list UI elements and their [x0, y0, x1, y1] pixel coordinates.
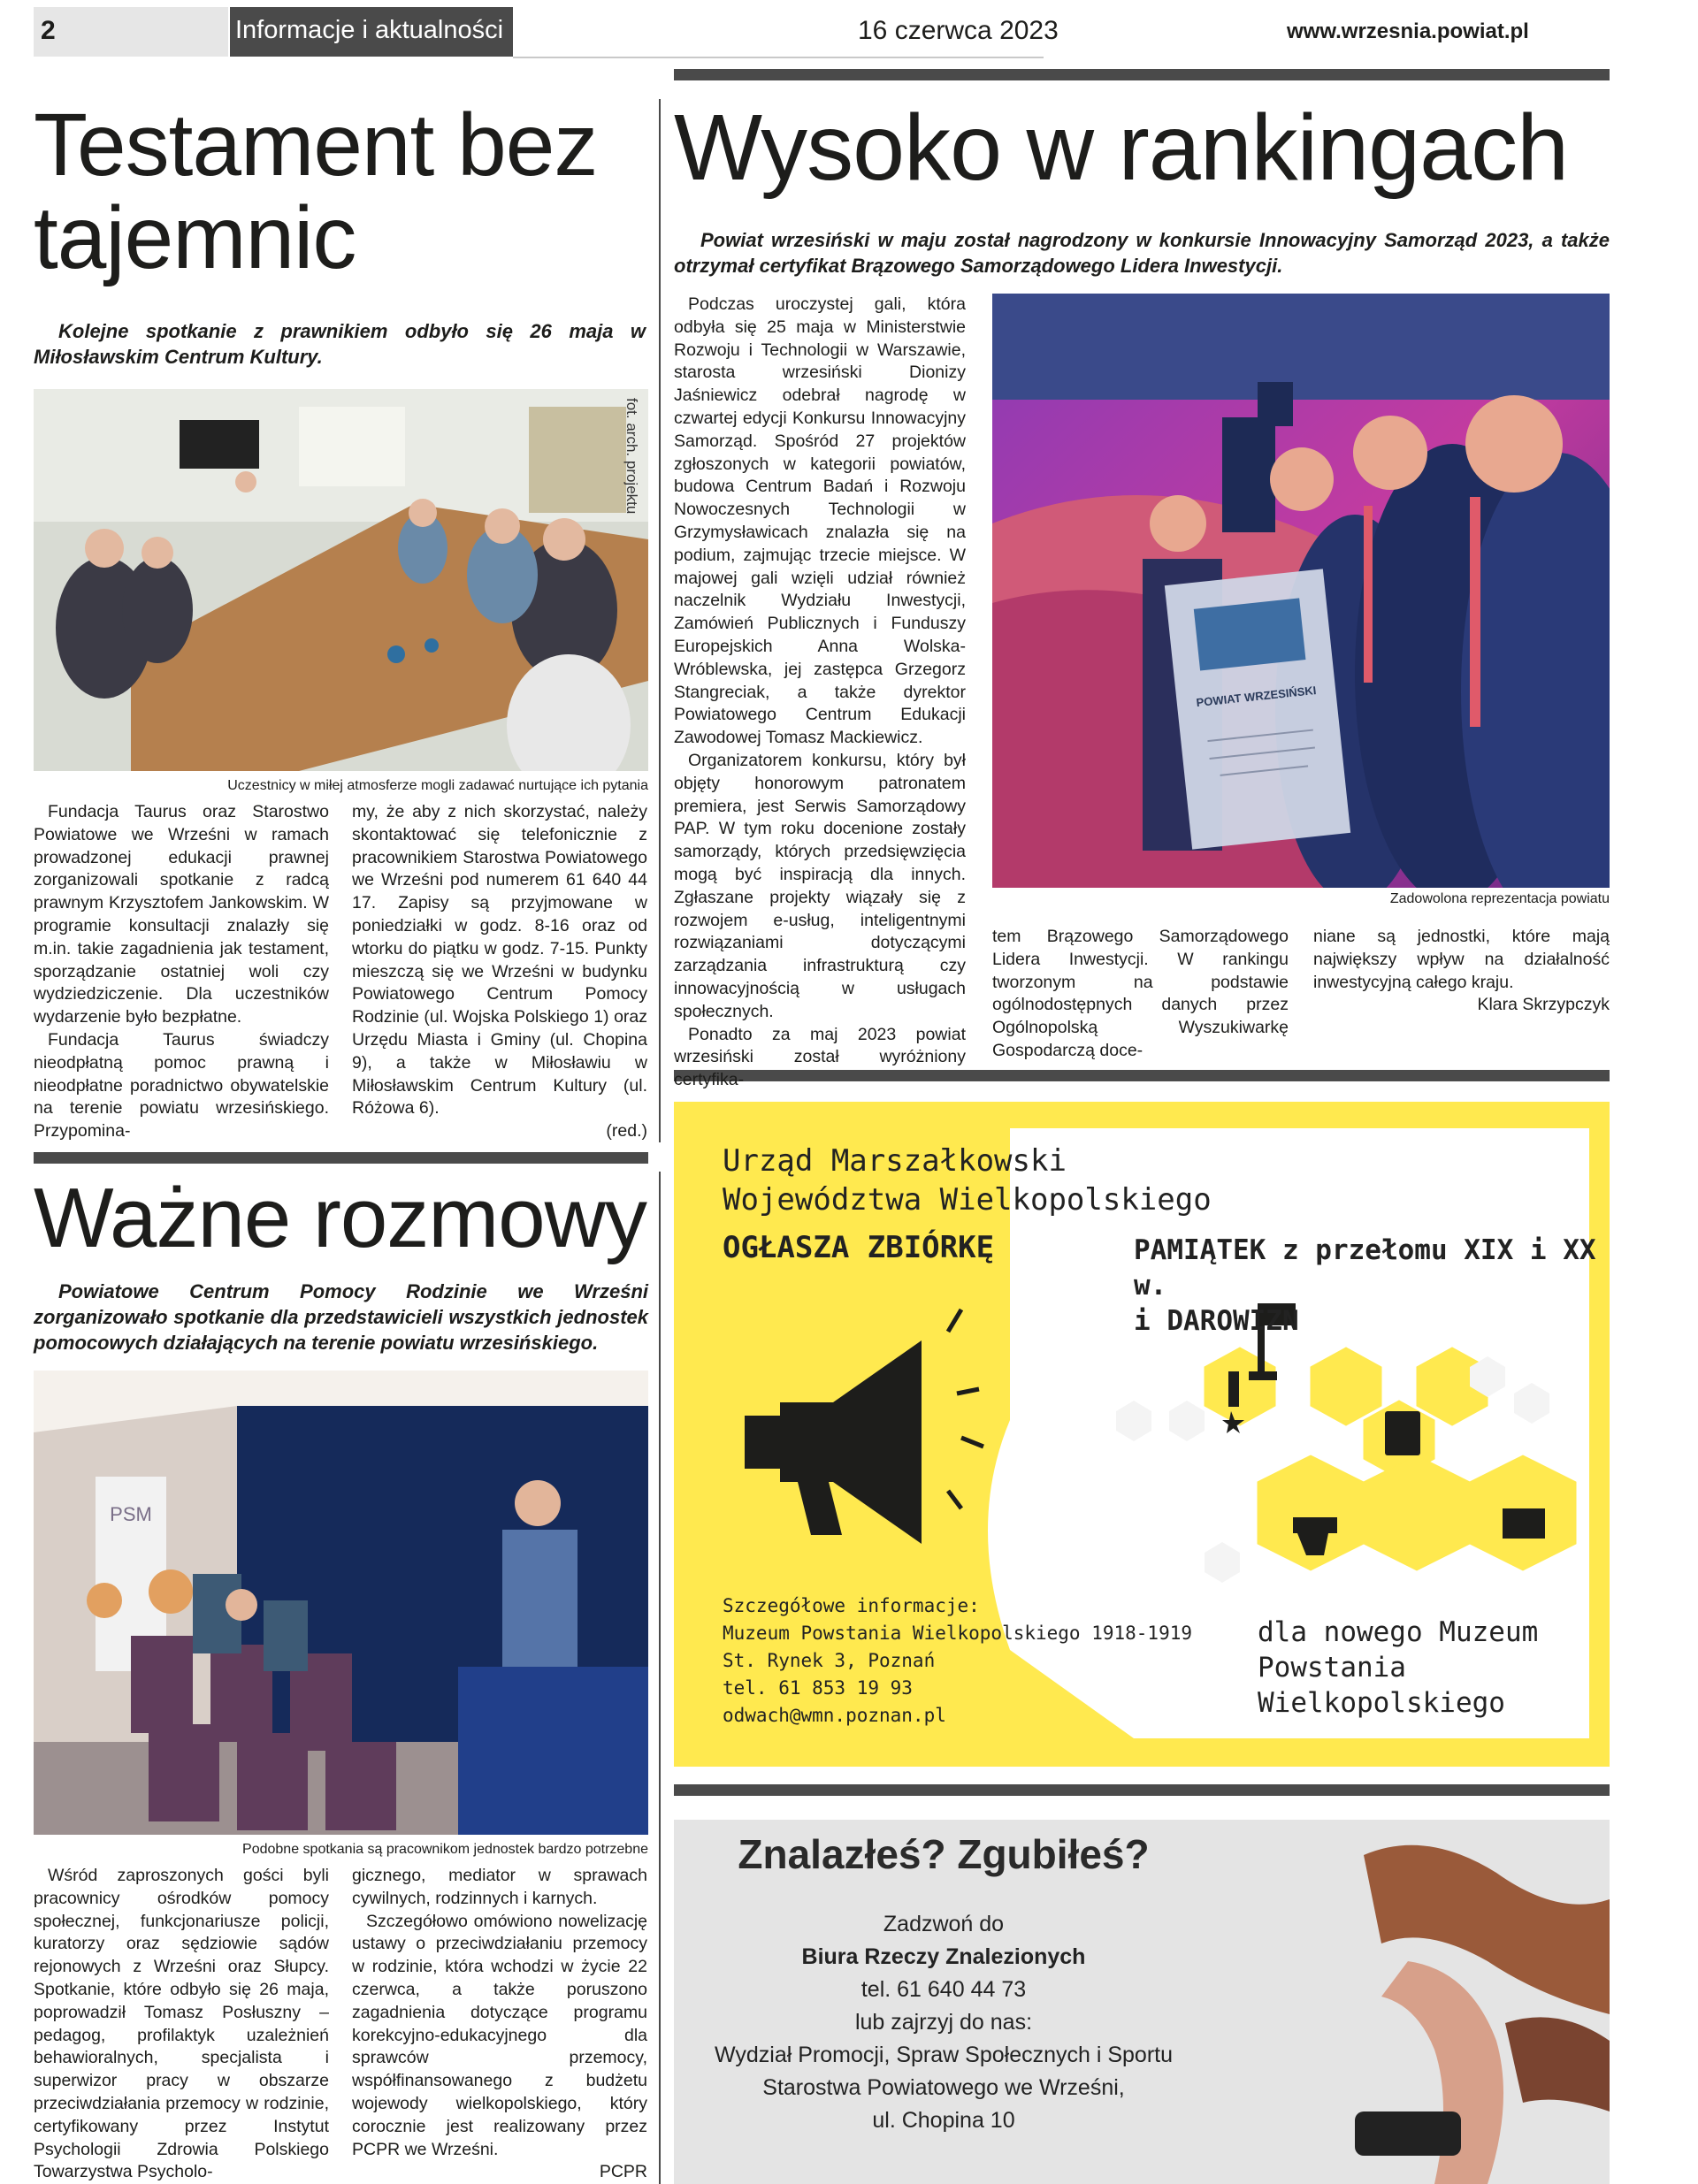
ad-line2: Województwa Wielkopolskiego	[723, 1182, 1212, 1218]
issue-date: 16 czerwca 2023	[858, 16, 1059, 45]
article1-col2	[352, 801, 647, 1143]
article2-title: Wysoko w rankingach	[674, 95, 1569, 200]
article3-col2	[352, 1865, 647, 2184]
article1-caption: Uczestnicy w miłej atmosferze mogli zadawać nurtujące ich pytania	[227, 778, 648, 793]
section-box	[230, 7, 513, 57]
ad-bottom1: dla nowego Muzeum	[1258, 1616, 1539, 1648]
ad-right2: i DAROWIZN	[1134, 1305, 1299, 1337]
ad-right1: PAMIĄTEK z przełomu XIX i XX w.	[1134, 1234, 1596, 1302]
article1-title-line1: Testament bez	[34, 95, 598, 195]
article1-title-line2: tajemnic	[34, 188, 356, 287]
lost-found-line6: Starostwa Powiatowego we Wrześni,	[762, 2075, 1125, 2100]
column-bar-top	[674, 69, 1610, 80]
article3-col1	[34, 1865, 329, 2184]
section-name: Informacje i aktualności	[235, 16, 504, 44]
column-divider-upper	[659, 99, 661, 1142]
article2-col2-p1: tem Brązowego Samorządowego Lidera Inwestycji. W rankingu tworzonym na podstawie ogólnodostępnych danych przez Ogólnopolską Wyszukiwarkę Gospodarczą doce-	[992, 927, 1289, 1060]
article1-col1-p2: Fundacja Taurus świadczy nieodpłatną pomoc prawną i nieodpłatne poradnictwo obywatelskie na terenie powiatu wrzesińskiego. Przypomina-	[34, 1029, 329, 1142]
page-number-box	[34, 7, 228, 57]
article3-signature: PCPR	[599, 2162, 647, 2182]
article1-lead: Kolejne spotkanie z prawnikiem odbyło się 26 maja w Miłosławskim Centrum Kultury.	[34, 320, 646, 368]
article2-photo	[992, 294, 1610, 888]
article3-banner-text: PSM	[110, 1503, 152, 1525]
page-number: 2	[41, 16, 56, 45]
article2-col1	[674, 294, 966, 1092]
article3-col2-p2: Szczegółowo omówiono nowelizację ustawy o przeciwdziałaniu przemocy w rodzinie, która wchodzi w życie 22 czerwca, a także poruszono zagadnienia dotyczące programu korekcyjno-edukacyjnego dla sprawców przemocy, współfinansowanego z budżetu wojewody wielkopolskiego, który corocznie jest realizowany przez PCPR we Wrześni.	[352, 1911, 647, 2159]
article3-col1-p1: Wśród zaproszonych gości byli pracownicy ośrodków pomocy społecznej, funkcjonariusze policji, kuratorzy oraz sędziowie sądów rejonowych z Wrześni oraz Słupcy. Spotkanie, które odbyło się 26 maja, poprowadził Tomasz Posłuszny – pedagog, profilaktyk uzależnień behawioralnych, specjalista i superwizor pracy w obszarze przeciwdziałania przemocy w rodzinie, certyfikowany przez Instytut Psychologii Zdrowia Polskiego Towarzystwa Psycholo-	[34, 1866, 329, 2182]
article1-photo	[34, 389, 648, 771]
article2-caption: Zadowolona reprezentacja powiatu	[1389, 891, 1610, 906]
ad-contact	[723, 1592, 1192, 1730]
column-bar-bottom	[674, 1784, 1610, 1796]
ad-info2: Muzeum Powstania Wielkopolskiego 1918-1919	[723, 1623, 1193, 1644]
article2-col3	[1313, 926, 1610, 1017]
article3-col2-p1: gicznego, mediator w sprawach cywilnych, rodzinnych i karnych.	[352, 1866, 647, 1908]
ad-collection	[1134, 1233, 1610, 1339]
ad-info1: Szczegółowe informacje:	[723, 1595, 980, 1616]
lost-found-phone[interactable]: tel. 61 640 44 73	[860, 1977, 1027, 2002]
article1-signature: (red.)	[606, 1121, 647, 1142]
ad-email[interactable]: odwach@wmn.poznan.pl	[723, 1705, 946, 1726]
ad-line1: Urząd Marszałkowski	[723, 1143, 1067, 1179]
article3-photo	[34, 1371, 648, 1835]
article1-col1-p1: Fundacja Taurus oraz Starostwo Powiatowe we Wrześni w ramach prowadzonej edukacji prawnej zorganizowali spotkanie z radcą prawnym Krzysztofem Jankowskim. W programie konsultacji znalazły się m.in. takie zagadnienia jak testament, sporządzanie ostatniej woli czy wydziedziczenie. Dla uczestników wydarzenie było bezpłatne.	[34, 802, 329, 1027]
article2-col1-p1: Podczas uroczystej gali, która odbyła się 25 maja w Ministerstwie Rozwoju i Technologii w Warszawie, starosta wrzesiński Dionizy Jaśniewicz odebrał nagrodę w czwartej edycji Konkursu Innowacyjny Samorząd. Spośród 27 projektów zgłoszonych w kategorii powiatów, budowa Centrum Badań i Rozwoju Nowoczesnych Technologii w Grzymysławicach znalazła się na podium, zajmując trzecie miejsce. W majowej gali wzięli udział również naczelnik Wydziału Inwestycji, Zamówień Publicznych i Funduszy Europejskich Anna Wolska-Wróblewska, jej zastępca Grzegorz Stangreciak, a także dyrektor Powiatowego Centrum Edukacji Zawodowej Tomasz Mackiewicz.	[674, 294, 966, 748]
article3-caption: Podobne spotkania są pracownikom jednostek bardzo potrzebne	[242, 1842, 648, 1857]
lost-found-line5: Wydział Promocji, Spraw Społecznych i Sportu	[714, 2043, 1174, 2067]
website-url[interactable]: www.wrzesnia.powiat.pl	[1287, 19, 1529, 43]
column-divider-lower	[659, 1172, 661, 2184]
lost-found-address: ul. Chopina 10	[872, 2108, 1015, 2133]
article2-signature: Klara Skrzypczyk	[1477, 995, 1610, 1015]
lost-found-line1: Zadzwoń do	[883, 1912, 1005, 1936]
header-rule	[513, 57, 1044, 58]
lost-found-title: Znalazłeś? Zgubiłeś?	[738, 1831, 1150, 1877]
lost-found-office: Biura Rzeczy Znalezionych	[801, 1944, 1086, 1969]
award-plaque-text: POWIAT WRZESIŃSKI	[1195, 683, 1318, 710]
article2-col1-p3: Ponadto za maj 2023 powiat wrzesiński został wyróżniony certyfika-	[674, 1024, 966, 1090]
article1-col1	[34, 801, 329, 1143]
article2-lead: Powiat wrzesiński w maju został nagrodzony w konkursie Innowacyjny Samorząd 2023, a także otrzymał certyfikat Brązowego Samorządowego Lidera Inwestycji.	[674, 229, 1610, 277]
article1-col2-p1: my, że aby z nich skorzystać, należy skontaktować się telefonicznie z pracownikiem Starostwa Powiatowego we Wrześni pod numerem 61 640 44 17. Zapisy są przyjmowane w poniedziałki w godz. 8-16 oraz od wtorku do piątku w godz. 7-15. Punkty mieszczą się we Wrześni w budynku Powiatowego Centrum Pomocy Rodzinie (ul. Wojska Polskiego 1) oraz Urzędu Miasta i Gminy (ul. Chopina 9), a także w Miłosławiu w Miłosławskim Centrum Kultury (ul. Różowa 6).	[352, 802, 647, 1119]
lost-found-box	[674, 1820, 1610, 2184]
article1-photo-credit: fot. arch. projektu	[623, 398, 640, 515]
article2-col1-p2: Organizatorem konkursu, który był objęty honorowym patronatem premiera, jest Serwis Samorządowy PAP. W tym roku docenione zostały samorządy, których przedsięwzięcia mogą być inspiracją dla innych. Zgłaszane projekty wiązały się z rozwojem e-usług, inteligentnymi rozwiązaniami dotyczącymi zarządzania infrastrukturą czy innowacyjnością w usługach społecznych.	[674, 750, 966, 1021]
museum-collection-ad[interactable]	[674, 1102, 1610, 1767]
article1-title	[34, 95, 598, 287]
ad-info3: St. Rynek 3, Poznań	[723, 1650, 936, 1671]
lost-found-line4: lub zajrzyj do nas:	[854, 2010, 1033, 2035]
article2-col3-p1: niane są jednostki, które mają największy wpływ na działalność inwestycyjną całego kraju.	[1313, 927, 1610, 992]
ad-target	[1258, 1615, 1610, 1721]
ad-info4: tel. 61 853 19 93	[723, 1677, 913, 1699]
ad-line3: OGŁASZA ZBIÓRKĘ	[723, 1230, 995, 1265]
article2-col2	[992, 926, 1289, 1063]
lost-found-text	[674, 1820, 1213, 2137]
ad-bottom2: Powstania Wielkopolskiego	[1258, 1652, 1505, 1719]
article3-bar	[34, 1152, 648, 1164]
article3-lead: Powiatowe Centrum Pomocy Rodzinie we Wrześni zorganizowało spotkanie dla przedstawicieli wszystkich jednostek pomocowych działających na terenie powiatu wrzesińskiego.	[34, 1280, 648, 1354]
article3-title: Ważne rozmowy	[34, 1171, 646, 1265]
